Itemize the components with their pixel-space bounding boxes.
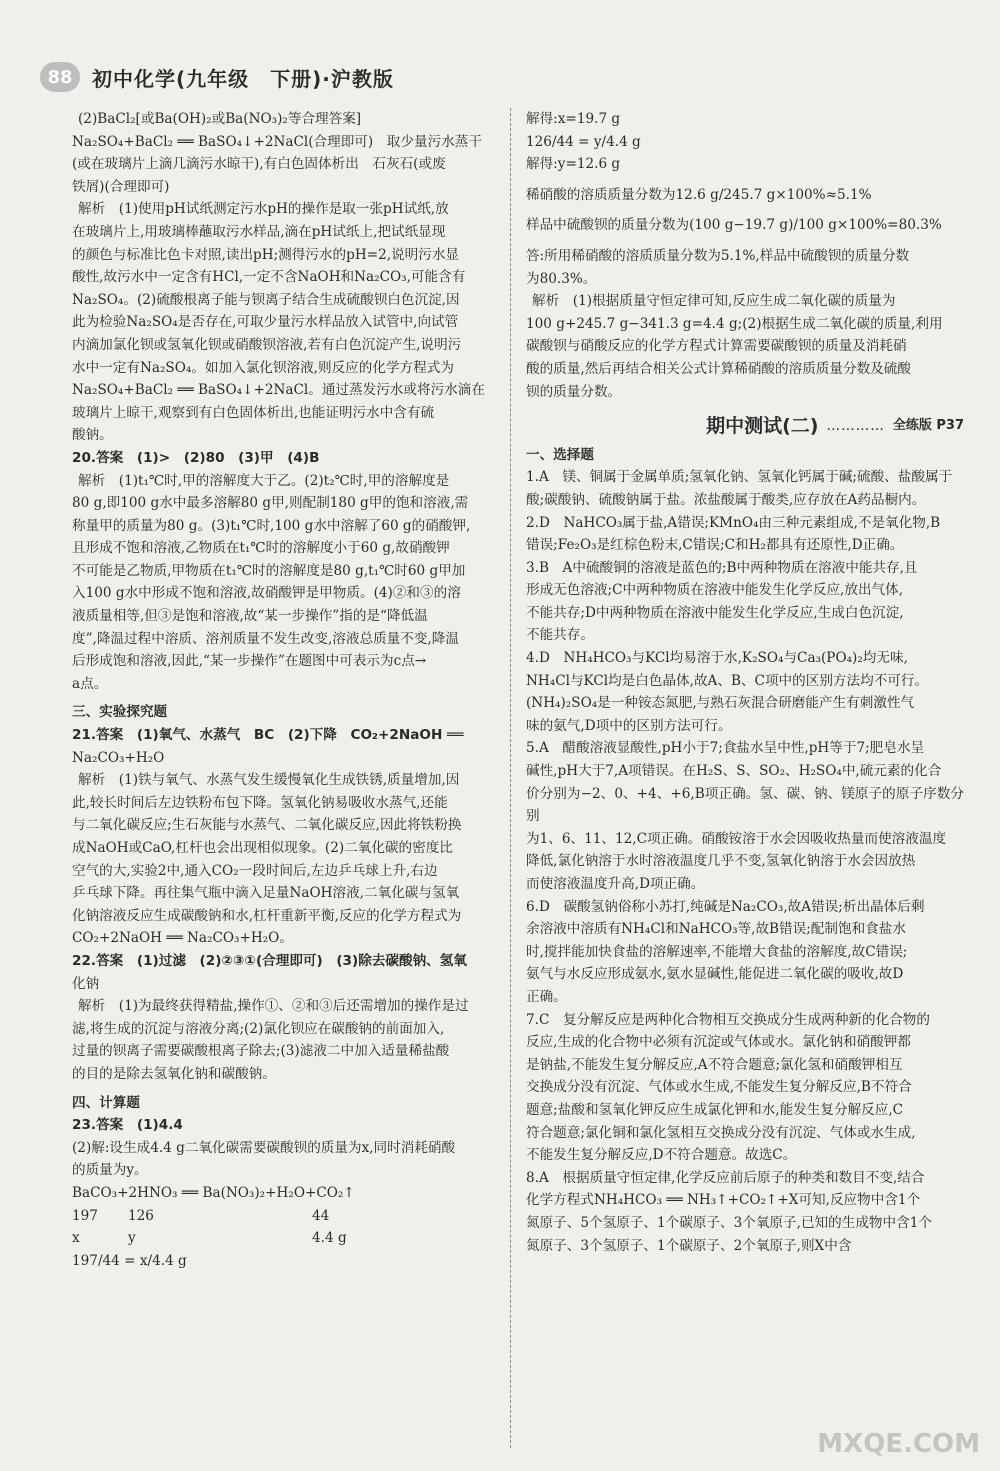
text-line: 不能共存。 xyxy=(526,627,594,644)
text-line: 氨气与水反应形成氨水,氨水显碱性,能促进二氧化碳的吸收,故D xyxy=(526,966,904,983)
text-line: Na₂SO₄+BaCl₂ ══ BaSO₄↓+2NaCl。通过蒸发污水或将污水滴在 xyxy=(72,382,485,399)
text-line: 不可能是乙物质,甲物质在t₁℃时的溶解度是80 g,t₁℃时60 g甲加 xyxy=(72,562,466,579)
section-heading: 四、计算题 xyxy=(72,1094,140,1111)
text-line: 后形成饱和溶液,因此,“某一步操作”在题图中可表示为c点→ xyxy=(72,653,427,670)
answer-22: 22.答案 (1)过滤 (2)②③①(合理即可) (3)除去碳酸钠、氢氧 xyxy=(72,952,467,969)
text-line: 价分别为−2、0、+4、+6,B项正确。氢、碳、钠、镁原子的原子序数分别 xyxy=(526,785,964,825)
text-line: Na₂SO₄。(2)硫酸根离子能与钡离子结合生成硫酸钡白色沉淀,因 xyxy=(72,291,460,308)
text-line: 稀硝酸的溶质质量分数为12.6 g/245.7 g×100%≈5.1% xyxy=(526,186,872,203)
unknown-value: x xyxy=(72,1230,80,1247)
mass-value: 197 xyxy=(72,1207,98,1224)
section-reference: 全练版 P37 xyxy=(892,418,964,434)
text-line: 余溶液中溶质有NH₄Cl和NaHCO₃等,故B错误;配制饱和食盐水 xyxy=(526,921,906,938)
text-line: 解析 (1)t₁℃时,甲的溶解度大于乙。(2)t₂℃时,甲的溶解度是 xyxy=(78,472,450,489)
unknown-value: 4.4 g xyxy=(312,1230,347,1247)
text-line: 的质量为y。 xyxy=(72,1162,148,1179)
text-line: 是钠盐,不能发生复分解反应,A不符合题意;氯化氢和硝酸钾相互 xyxy=(526,1056,903,1073)
text-line: 8.A 根据质量守恒定律,化学反应前后原子的种类和数目不变,结合 xyxy=(526,1169,925,1186)
leader-dots: ………… xyxy=(826,418,885,435)
text-line: 酸的质量,然后再结合相关公式计算稀硝酸的溶质质量分数及硫酸 xyxy=(526,360,911,377)
mass-value: 44 xyxy=(312,1207,330,1224)
proportion: 126/44 = y/4.4 g xyxy=(526,133,641,150)
section-title: 期中测试(二) xyxy=(706,415,819,438)
mass-row xyxy=(72,1205,494,1228)
text-line: 为1、6、11、12,C项正确。硝酸铵溶于水会因吸收热量而使溶液温度 xyxy=(526,830,947,847)
text-line: 铁屑)(合理即可) xyxy=(72,178,170,195)
text-line: 的颜色与标准比色卡对照,读出pH;测得污水的pH=2,说明污水显 xyxy=(72,246,460,263)
unknown-value: y xyxy=(128,1230,136,1247)
answer-20: 20.答案 (1)> (2)80 (3)甲 (4)B xyxy=(72,449,320,466)
text-line: 空气的大,实验2中,通入CO₂一段时间后,左边乒乓球上升,右边 xyxy=(72,862,438,879)
page-number: 88 xyxy=(40,62,80,92)
text-line: 成NaOH或CaO,杠杆也会出现相似现象。(2)二氧化碳的密度比 xyxy=(72,840,453,856)
text-line: 乒乓球下降。再往集气瓶中滴入足量NaOH溶液,二氧化碳与氢氧 xyxy=(72,885,460,902)
text-line: 6.D 碳酸氢钠俗称小苏打,纯碱是Na₂CO₃,故A错误;析出晶体后剩 xyxy=(526,898,925,915)
equation: BaCO₃+2HNO₃ ══ Ba(NO₃)₂+H₂O+CO₂↑ xyxy=(72,1184,355,1201)
text-line: 5.A 醋酸溶液显酸性,pH小于7;食盐水呈中性,pH等于7;肥皂水呈 xyxy=(526,740,925,757)
text-line: 氮原子、5个氢原子、1个碳原子、3个氧原子,已知的生成物中含1个 xyxy=(526,1214,932,1231)
text-line: 4.D NH₄HCO₃与KCl均易溶于水,K₂SO₄与Ca₃(PO₄)₂均无味, xyxy=(526,650,908,667)
text-line: 碱性,pH大于7,A项错误。在H₂S、S、SO₂、H₂SO₄中,硫元素的化合 xyxy=(526,763,942,780)
text-line: 此为检验Na₂SO₄是否存在,可取少量污水样品放入试管中,向试管 xyxy=(72,314,459,331)
book-title: 初中化学(九年级 下册)·沪教版 xyxy=(92,66,394,91)
text-line: 味的氨气,D项中的区别方法可行。 xyxy=(526,717,732,734)
text-line: (NH₄)₂SO₄是一种铵态氮肥,与熟石灰混合研磨能产生有刺激性气 xyxy=(526,695,915,712)
text-line: 解析 (1)铁与氧气、水蒸气发生缓慢氧化生成铁锈,质量增加,因 xyxy=(78,772,460,789)
watermark-logo: MXQE.COM xyxy=(817,1429,980,1459)
text-line: 解得:y=12.6 g xyxy=(526,156,621,173)
left-column xyxy=(72,108,494,1272)
text-line: 且形成不饱和溶液,乙物质在t₁℃时的溶解度小于60 g,故硝酸钾 xyxy=(72,540,450,557)
text-line: 正确。 xyxy=(526,988,567,1005)
text-line: NH₄Cl与KCl均是白色晶体,故A、B、C项中的区别方法均不可行。 xyxy=(526,672,929,689)
text-line: a点。 xyxy=(72,675,108,692)
text-line: 钡的质量分数。 xyxy=(526,383,622,400)
section-header xyxy=(526,415,964,438)
text-line: 1.A 镁、铜属于金属单质;氢氧化钠、氢氧化钙属于碱;硫酸、盐酸属于 xyxy=(526,469,953,486)
text-line: 入100 g水中形成不饱和溶液,故硝酸钾是甲物质。(4)②和③的溶 xyxy=(72,585,461,602)
section-heading: 三、实验探究题 xyxy=(72,704,168,721)
text-line: 2.D NaHCO₃属于盐,A错误;KMnO₄由三种元素组成,不是氧化物,B xyxy=(526,514,941,531)
text-line: 反应,生成的化合物中必须有沉淀或气体或水。氯化钠和硝酸钾都 xyxy=(526,1034,911,1051)
text-line: 100 g+245.7 g−341.3 g=4.4 g;(2)根据生成二氧化碳的质量,利用 xyxy=(526,315,943,332)
text-line: 化学方程式NH₄HCO₃ ══ NH₃↑+CO₂↑+X可知,反应物中含1个 xyxy=(526,1192,921,1209)
page-header xyxy=(40,60,394,94)
text-line: 符合题意;氯化铜和氯化氢相互交换成分没有沉淀、气体或水生成, xyxy=(526,1124,916,1141)
section-heading: 一、选择题 xyxy=(526,446,594,463)
text-line: 时,搅拌能加快食盐的溶解速率,不能增大食盐的溶解度,故C错误; xyxy=(526,943,908,960)
text-line: 酸;碳酸钠、硫酸钠属于盐。浓盐酸属于酸类,应存放在A药品橱内。 xyxy=(526,491,926,508)
text-line: 在玻璃片上,用玻璃棒蘸取污水样品,滴在pH试纸上,把试纸显现 xyxy=(72,223,446,240)
text-line: 滤,将生成的沉淀与溶液分离;(2)氯化钡应在碳酸钠的前面加入, xyxy=(72,1020,445,1037)
text-line: 交换成分没有沉淀、气体或水生成,不能发生复分解反应,B不符合 xyxy=(526,1079,912,1096)
text-line: (2)BaCl₂[或Ba(OH)₂或Ba(NO₃)₂等合理答案] xyxy=(78,111,362,127)
text-line: 氮原子、3个氢原子、1个碳原子、2个氧原子,则X中含 xyxy=(526,1237,852,1254)
text-line: 酸钠。 xyxy=(72,427,113,444)
text-line: 7.C 复分解反应是两种化合物相互交换成分生成两种新的化合物的 xyxy=(526,1011,930,1028)
column-divider xyxy=(510,108,511,1448)
text-line: Na₂SO₄+BaCl₂ ══ BaSO₄↓+2NaCl(合理即可) 取少量污水蒸干 xyxy=(72,133,482,150)
text-line: 内滴加氯化钡或氢氧化钡或硝酸钡溶液,若有白色沉淀产生,说明污 xyxy=(72,336,462,353)
text-line: 错误;Fe₂O₃是红棕色粉末,C错误;C和H₂都具有还原性,D正确。 xyxy=(526,537,904,554)
text-line: 的目的是除去氢氧化钠和碳酸钠。 xyxy=(72,1065,276,1082)
text-line: 80 g,即100 g水中最多溶解80 g甲,则配制180 g甲的饱和溶液,需 xyxy=(72,495,469,512)
text-line: 降低,氯化钠溶于水时溶液温度几乎不变,氢氧化钠溶于水会因放热 xyxy=(526,853,916,870)
text-line: 玻璃片上晾干,观察到有白色固体析出,也能证明污水中含有硫 xyxy=(72,404,435,421)
text-line: 度”,降温过程中溶质、溶剂质量不发生改变,溶液总质量不变,降温 xyxy=(72,630,459,647)
text-line: 为80.3%。 xyxy=(526,270,597,287)
text-line: (2)解:设生成4.4 g二氧化碳需要碳酸钡的质量为x,同时消耗硝酸 xyxy=(72,1139,456,1156)
text-line: 不能发生复分解反应,D不符合题意。故选C。 xyxy=(526,1147,797,1164)
text-line: 水中一定有Na₂SO₄。如加入氯化钡溶液,则反应的化学方程式为 xyxy=(72,359,454,376)
text-line: 题意;盐酸和氢氧化钾反应生成氯化钾和水,能发生复分解反应,C xyxy=(526,1101,904,1118)
text-line: 而使溶液温度升高,D项正确。 xyxy=(526,876,705,892)
text-line: 解析 (1)为最终获得精盐,操作①、②和③后还需增加的操作是过 xyxy=(78,998,469,1015)
text-line: 碳酸钡与硝酸反应的化学方程式计算需要碳酸钡的质量及消耗硝 xyxy=(526,338,907,355)
text-line: 解析 (1)根据质量守恒定律可知,反应生成二氧化碳的质量为 xyxy=(532,293,896,310)
answer-23: 23.答案 (1)4.4 xyxy=(72,1117,183,1134)
text-line: 形成无色溶液;C中两种物质在溶液中能发生化学反应,放出气体, xyxy=(526,582,904,599)
text-line: 不能共存;D中两种物质在溶液中能发生化学反应,生成白色沉淀, xyxy=(526,604,904,621)
text-line: Na₂CO₃+H₂O xyxy=(72,749,165,766)
text-line: 样品中硫酸钡的质量分数为(100 g−19.7 g)/100 g×100%=80.3% xyxy=(526,217,942,234)
text-line: 酸性,故污水中一定含有HCl,一定不含NaOH和Na₂CO₃,可能含有 xyxy=(72,269,466,286)
text-line: 解得:x=19.7 g xyxy=(526,111,621,127)
text-line: 答:所用稀硝酸的溶质质量分数为5.1%,样品中硫酸钡的质量分数 xyxy=(526,247,910,264)
proportion: 197/44 = x/4.4 g xyxy=(72,1252,187,1269)
text-line: 液质量相等,但③是饱和溶液,故“某一步操作”指的是“降低温 xyxy=(72,608,428,625)
text-line: 称量甲的质量为80 g。(3)t₁℃时,100 g水中溶解了60 g的硝酸钾, xyxy=(72,517,471,534)
mass-value: 126 xyxy=(128,1207,154,1224)
right-column xyxy=(526,108,964,1257)
text-line: 化钠 xyxy=(72,975,100,992)
text-line: 过量的钡离子需要碳酸根离子除去;(3)滤液二中加入适量稀盐酸 xyxy=(72,1043,450,1060)
unknown-row xyxy=(72,1227,494,1250)
text-line: (或在玻璃片上滴几滴污水晾干),有白色固体析出 石灰石(或废 xyxy=(72,156,446,173)
text-line: CO₂+2NaOH ══ Na₂CO₃+H₂O。 xyxy=(72,930,293,947)
answer-21: 21.答案 (1)氧气、水蒸气 BC (2)下降 CO₂+2NaOH ══ xyxy=(72,727,464,744)
text-line: 与二氧化碳反应;生石灰能与水蒸气、二氧化碳反应,因此将铁粉换 xyxy=(72,817,462,834)
text-line: 此,较长时间后左边铁粉布包下降。氢氧化钠易吸收水蒸气,还能 xyxy=(72,794,448,811)
text-line: 解析 (1)使用pH试纸测定污水pH的操作是取一张pH试纸,放 xyxy=(78,201,449,218)
text-line: 化钠溶液反应生成碳酸钠和水,杠杆重新平衡,反应的化学方程式为 xyxy=(72,907,462,924)
text-line: 3.B A中硫酸铜的溶液是蓝色的;B中两种物质在溶液中能共存,且 xyxy=(526,559,918,576)
